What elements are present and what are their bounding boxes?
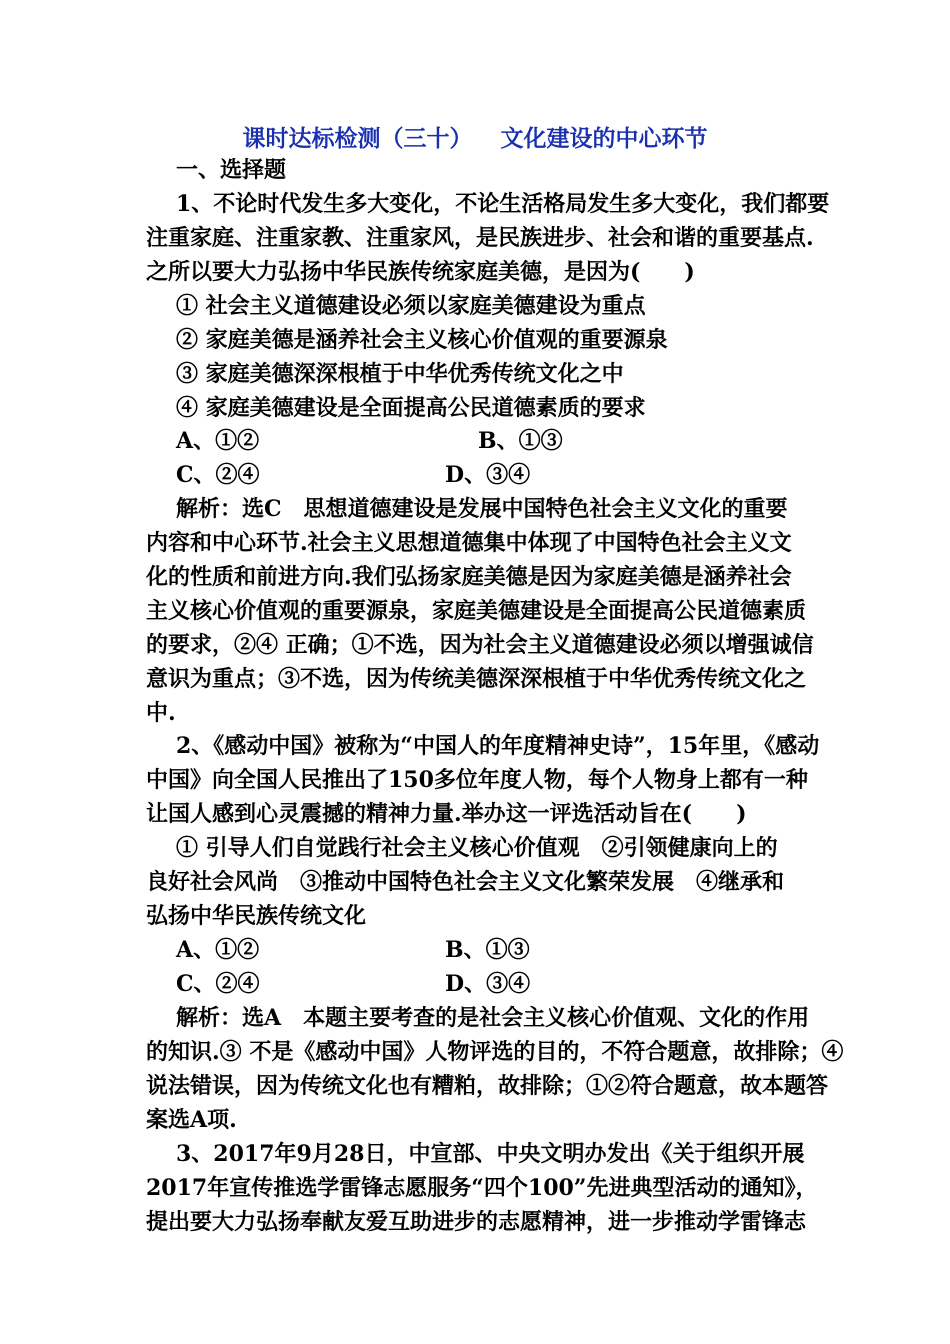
q1-option-b: B、①③ <box>478 428 563 454</box>
q1-analysis-line: 主义核心价值观的重要源泉，家庭美德建设是全面提高公民道德素质 <box>146 598 807 624</box>
q1-stem-line: 之所以要大力弘扬中华民族传统家庭美德，是因为( ) <box>146 259 695 285</box>
q1-stem-line: 注重家庭、注重家教、注重家风，是民族进步、社会和谐的重要基点. <box>146 225 814 251</box>
q2-stem-line: 中国》向全国人民推出了150多位年度人物，每个人物身上都有一种 <box>146 767 808 793</box>
q2-stem-line: 让国人感到心灵震撼的精神力量.举办这一评选活动旨在( ) <box>146 801 747 827</box>
q2-analysis-line: 案选A项. <box>146 1107 237 1133</box>
q2-option-b: B、①③ <box>445 937 530 963</box>
title-right: 文化建设的中心环节 <box>500 125 708 152</box>
q1-option-a: A、①② <box>176 428 260 454</box>
q1-analysis-line: 意识为重点；③不选，因为传统美德深深根植于中华优秀传统文化之 <box>146 666 807 692</box>
q2-option-a: A、①② <box>176 937 260 963</box>
q1-item: ④ 家庭美德建设是全面提高公民道德素质的要求 <box>176 395 646 421</box>
q2-analysis-line: 解析：选A 本题主要考查的是社会主义核心价值观、文化的作用 <box>176 1005 810 1031</box>
q2-option-d: D、③④ <box>445 971 531 997</box>
q2-item-line: 良好社会风尚 ③推动中国特色社会主义文化繁荣发展 ④继承和 <box>146 869 785 895</box>
q3-stem-line: 提出要大力弘扬奉献友爱互助进步的志愿精神，进一步推动学雷锋志 <box>146 1209 807 1235</box>
q2-option-c: C、②④ <box>176 971 260 997</box>
q2-item-line: 弘扬中华民族传统文化 <box>146 903 367 929</box>
q2-analysis-line: 说法错误，因为传统文化也有糟粕，故排除；①②符合题意，故本题答 <box>146 1073 829 1099</box>
q2-item-line: ① 引导人们自觉践行社会主义核心价值观 ②引领健康向上的 <box>176 835 778 861</box>
q1-item: ① 社会主义道德建设必须以家庭美德建设为重点 <box>176 293 646 319</box>
q2-stem-line: 2、《感动中国》被称为“中国人的年度精神史诗”，15年里，《感动 <box>176 733 820 759</box>
q1-item: ③ 家庭美德深深根植于中华优秀传统文化之中 <box>176 361 624 387</box>
q1-analysis-line: 化的性质和前进方向.我们弘扬家庭美德是因为家庭美德是涵养社会 <box>146 564 792 590</box>
title-left: 课时达标检测（三十） <box>242 125 473 152</box>
q1-analysis-line: 的要求，②④ 正确；①不选，因为社会主义道德建设必须以增强诚信 <box>146 632 814 658</box>
q1-analysis-line: 中. <box>146 700 176 726</box>
q1-analysis-line: 解析：选C 思想道德建设是发展中国特色社会主义文化的重要 <box>176 496 788 522</box>
q1-analysis-line: 内容和中心环节.社会主义思想道德集中体现了中国特色社会主义文 <box>146 530 792 556</box>
q2-analysis-line: 的知识.③ 不是《感动中国》人物评选的目的，不符合题意，故排除；④ <box>146 1039 844 1065</box>
q3-stem-line: 3、2017年9月28日，中宣部、中央文明办发出《关于组织开展 <box>176 1141 805 1167</box>
q1-option-d: D、③④ <box>445 462 531 488</box>
q1-item: ② 家庭美德是涵养社会主义核心价值观的重要源泉 <box>176 327 668 353</box>
page-title <box>0 120 950 153</box>
q1-option-c: C、②④ <box>176 462 260 488</box>
section-heading: 一、选择题 <box>176 157 287 183</box>
q1-stem-line: 1、不论时代发生多大变化，不论生活格局发生多大变化，我们都要 <box>176 191 830 217</box>
q3-stem-line: 2017年宣传推选学雷锋志愿服务“四个100”先进典型活动的通知》， <box>146 1175 818 1201</box>
